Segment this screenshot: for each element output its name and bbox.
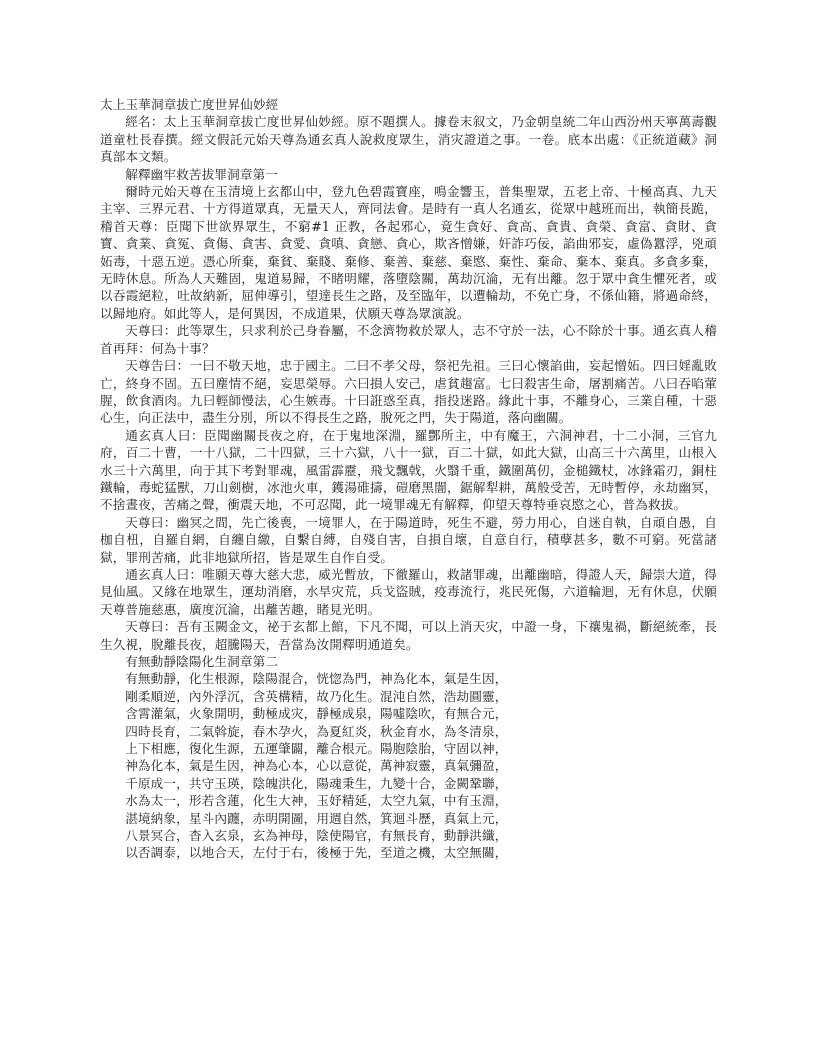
chapter-1-paragraph-4: 通玄真人曰：臣聞幽關長夜之府，在于鬼地深淵，羅酆所主，中有魔王，六洞神君，十二小洞，三官九府，百二十曹，一十八獄，二十四獄，三十六獄，八十一獄，百二十獄，如此大獄，山高三十六萬里，山根入水三十六萬里，向于其下考對罪魂，風雷霹靂，飛戈飄戟，火翳千重，鐵圍萬仞，金槌鐵杖，冰鋒霜刃，銅柱鐵輪，毒蛇猛獸，刀山劍樹，冰池火車，鑊湯碓擣，磑磨黑闇，鋸解犁耕，萬般受苦，无時暫停，永劫幽冥，不捨晝夜，苦痛之聲，衝震天地，不可忍聞，此一境罪魂无有解釋，仰望天尊特垂哀愍之心，普為救拔。	[100, 427, 717, 513]
document-text-block	[100, 96, 717, 862]
chapter-2-verse-line: 湛境納象，星斗內躔，赤明開圖，用週自然，箕迴斗歷，真氣上元，	[125, 810, 508, 826]
chapter-2-verse-line: 有無動靜，化生根源，陰陽混合，恍惚為門，神為化本，氣是生因，	[125, 671, 508, 687]
chapter-2-heading: 有無動靜陰陽化生洞章第二	[125, 654, 279, 669]
colophon-paragraph: 經名：太上玉華洞章拔亡度世昇仙妙經。原不題撰人。據卷末叙文，乃金朝皇統二年山西汾州天寧萬壽觀道童杜長春撰。經文假託元始天尊為通玄真人說救度眾生，消灾證道之事。一卷。底本出處：《正統道藏》洞真部本文類。	[100, 114, 717, 165]
chapter-2-verse-line: 含霄灌氣，火象開明，動極成灾，靜極成泉，陽噓陰吹，有無合元，	[125, 706, 508, 722]
chapter-1-heading: 解釋幽牢救苦拔罪洞章第一	[125, 166, 279, 182]
chapter-2-verse-line: 八景冥合，杳入玄泉，玄為神母，陰使陽官，有無長育，動靜洪纖，	[125, 828, 508, 844]
chapter-1-paragraph-1: 爾時元始天尊在玉清境上玄都山中，登九色碧霞寶座，鳴金響玉，普集聖眾，五老上帝、十極高真、九天主宰、三界元君、十方得道眾真，无量天人，齊同法會。是時有一真人名通玄，從眾中越班而出，執簡長跪，稽首天尊：臣聞下世欲界眾生，不窮#1 正教，各起邪心，竟生貪好、貪高、貪貴、貪榮、貪富、貪財、貪寶、貪業、貪冤、貪傷、貪害、貪愛、貪嗔、貪戀、貪心，欺吝憎嫌，奸詐巧佞，諂曲邪妄，虛偽囂浮，兇頑妬毒，十惡五逆。憑心所棄，棄貧、棄賤、棄修、棄善、棄慈、棄愍、棄性、棄命、棄本、棄真。多貪多棄，无時休息。所為人天難固，鬼道易歸，不睹明耀，落墮陰關，萬劫沉淪，无有出離。忽于眾中貪生懼死者，或以吞霞絕粒，吐故納新，屈伸導引，望達長生之路，及至臨年，以遭輪劫，不免亡身，不係仙籍，將過命終，以歸地府。如此等人，是何異因，不成道果，伏願天尊為眾演說。	[100, 184, 717, 321]
chapter-2-verse-line: 以否調泰，以地合天，左付于右，後極于先，至道之機，太空無關，	[125, 845, 508, 861]
chapter-2-verse-line: 水為太一，形若含蓮，化生大神，玉妤精延，太空九氣，中有玉淵，	[125, 793, 508, 809]
chapter-1-paragraph-3: 天尊告曰：一曰不敬天地，忠于國主。二曰不孝父母，祭祀先祖。三曰心懷諂曲，妄起憎妬。四曰婬亂敗亡，終身不固。五曰塵情不絕，妄思榮辱。六曰損人安己，虐貧趨富。七曰殺害生命，屠割痛苦。八曰吞啗葷腥，飲食酒肉。九曰輕師慢法，心生嫉毒。十曰誑惑至真，指投迷路。緣此十事，不離身心，三業自種，十惡心生，向正法中，盡生分別，所以不得長生之路，脫死之門，失于陽道，落向幽關。	[100, 358, 717, 426]
chapter-2-verse-line: 神為化本，氣是生因，神為心本，心以意從，萬神寂靈，真氣彌盈，	[125, 758, 508, 774]
chapter-1-paragraph-5: 天尊曰：幽冥之間，先亡後喪，一境罪人，在于陽道時，死生不避，勞力用心，自迷自執，自頑自愚，自枷自杻，自羅自網，自纏自繳，自繫自縛，自殘自害，自損自壞，自意自行，積孽甚多，數不可窮。死當諸獄，罪刑苦痛，此非地獄所招，皆是眾生自作自受。	[100, 514, 717, 565]
chapter-2-verse-line: 千原成一，共守玉瑛，陰魄洪化，陽魂秉生，九變十合，金闕鞏聯，	[125, 775, 508, 791]
chapter-2-verse-line: 剛柔順逆，內外浮沉，含英構精，故乃化生。混沌自然，浩劫圓靈，	[125, 688, 508, 704]
chapter-1-paragraph-7: 天尊曰：吾有玉闕金文，祕于玄都上館，下凡不聞，可以上消天灾，中證一身，下禳鬼禍，斷絕統牽，長生久視，脫離長夜，超騰陽天，吾當為汝開釋明通道矣。	[100, 619, 717, 652]
chapter-1-paragraph-2: 天尊曰：此等眾生，只求利於己身眷屬，不念濟物救於眾人，志不守於一法，心不除於十事。通玄真人稽首再拜：何為十事？	[100, 323, 717, 356]
chapter-1-paragraph-6: 通玄真人曰：唯願天尊大慈大悲，威光暫放，下徹羅山，救諸罪魂，出離幽暗，得證人天，歸崇大道，得見仙風。又緣在地眾生，運劫消磨，水旱灾荒，兵戈盜賊，疫毒流行，兆民死傷，六道輪迴，无有休息，伏願天尊普施慈惠，廣度沉淪，出離苦趣，睹見光明。	[100, 566, 717, 617]
chapter-2-verse-line: 四時長育，二氣斡旋，春木孕火，為夏紅炎，秋金育水，為冬清泉，	[125, 723, 508, 739]
document-title: 太上玉華洞章拔亡度世昇仙妙經	[100, 97, 279, 112]
chapter-2-verse-line: 上下相應，復化生源，五運肇闢，離合根元。陽胞陰胎，守固以神，	[125, 741, 508, 757]
